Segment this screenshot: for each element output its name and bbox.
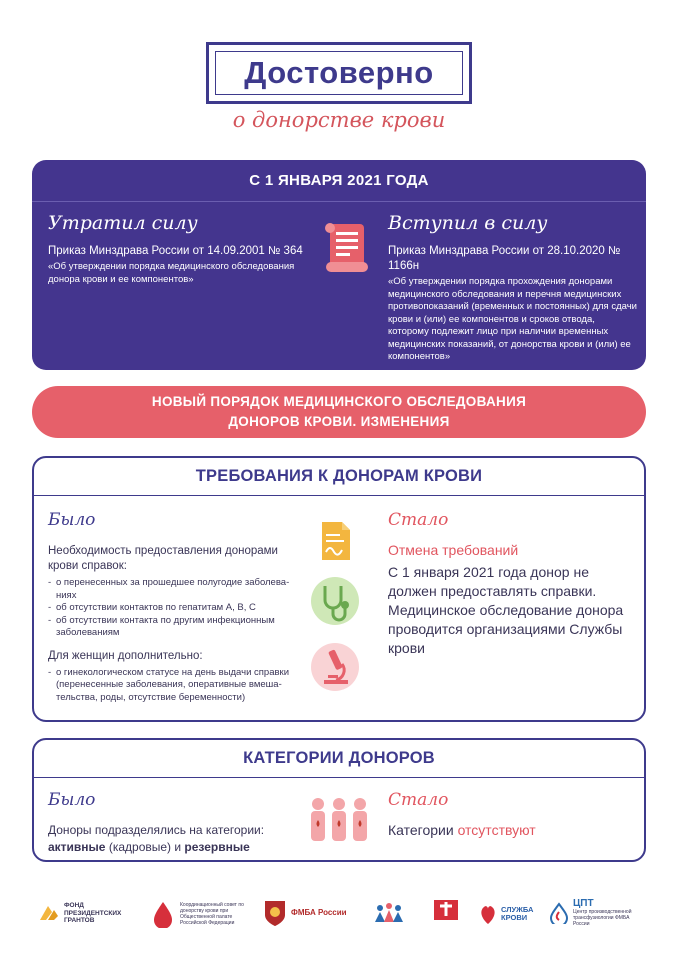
- women-list: [48, 667, 308, 705]
- cpt-text-block: [573, 898, 639, 927]
- document-certificate-icon: [310, 516, 360, 566]
- requirements-cancel: Отмена требований: [388, 542, 519, 558]
- list-item: - об отсутствии контакта по другим инфекционным заболеваниям: [48, 615, 308, 640]
- categories-was-column: [48, 790, 328, 856]
- categories-heading: КАТЕГОРИИ ДОНОРОВ: [34, 740, 644, 778]
- categories-now-title: Стало: [388, 790, 449, 810]
- banner-line-1: НОВЫЙ ПОРЯДОК МЕДИЦИНСКОГО ОБСЛЕДОВАНИЯ: [151, 394, 527, 409]
- logo-text: ФМБА России: [291, 908, 347, 918]
- effective-title: Вступил в силу: [388, 212, 548, 234]
- donors-people-icon: [306, 796, 372, 846]
- requirements-now-title: Стало: [388, 510, 449, 530]
- logo-text: СЛУЖБА КРОВИ: [501, 905, 534, 922]
- blood-center-icon: [432, 898, 460, 928]
- requirements-was-column: [48, 510, 308, 704]
- requirements-was-main: Необходимость предоставления донорами крови справок:: [48, 545, 278, 572]
- category-reserve: резервные: [184, 840, 250, 854]
- categories-absent: отсутствуют: [457, 822, 536, 838]
- header-title-frame: [206, 42, 472, 104]
- revoked-order: Приказ Минздрава России от 14.09.2001 № 364: [48, 245, 303, 257]
- page-title: Достоверно: [244, 55, 434, 90]
- categories-now-column: [388, 790, 638, 838]
- requirements-now-text: С 1 января 2021 года донор не должен предоставлять справки. Медицинское обследование донора проводится организациями Службы крови: [388, 564, 624, 656]
- blood-drop-icon: [150, 900, 176, 928]
- logo-national-foundation: [372, 900, 406, 926]
- scroll-document-icon: [316, 218, 380, 282]
- logo-fmba: [262, 898, 347, 928]
- categories-was-line: Доноры подразделялись на категории:: [48, 823, 265, 837]
- revoked-title: Утратил силу: [48, 212, 198, 234]
- categories-panel: [32, 738, 646, 862]
- women-title: Для женщин дополнительно:: [48, 649, 203, 662]
- revoked-column: [48, 212, 310, 286]
- list-item: - об отсутствии контактов по гепатитам А, В, С: [48, 602, 308, 615]
- requirements-was-list: [48, 577, 308, 640]
- requirements-now-column: [388, 510, 638, 658]
- fmba-emblem-icon: [262, 898, 288, 928]
- effective-description: «Об утверждении порядка прохождения донорами медицинского обследования и перечня медицинских противопоказаний (временных и постоянных) для сдачи крови и (или) ее компонентов и сроков отвода, которому подлежит лицо при наличии временных медицинских показаний, от донорства крови и (или) ее компонентов»: [388, 276, 637, 362]
- effective-order: Приказ Минздрава России от 28.10.2020 № 1166н: [388, 245, 621, 272]
- logo-cpt: [548, 898, 639, 927]
- revoked-description: «Об утверждении порядка медицинского обследования донора крови и ее компонентов»: [48, 261, 295, 285]
- categories-now-word: Категории: [388, 822, 454, 838]
- category-mid: (кадровые) и: [108, 840, 182, 854]
- page-subtitle: о донорстве крови: [232, 108, 446, 132]
- category-active: активные: [48, 840, 106, 854]
- categories-was-text: [48, 822, 328, 856]
- logo-presidential-grants: [38, 902, 130, 925]
- logo-blood-center: [432, 898, 460, 928]
- stethoscope-icon: [310, 576, 360, 626]
- logo-text: Координационный совет по донорству крови при Общественной палате Российской Федерации: [180, 902, 244, 926]
- date-block-heading: С 1 ЯНВАРЯ 2021 ГОДА: [32, 160, 646, 202]
- categories-was-title: Было: [48, 790, 96, 810]
- categories-now-text: [388, 822, 638, 838]
- people-group-icon: [372, 900, 406, 926]
- effective-column: [388, 212, 638, 364]
- presidential-grants-icon: [38, 902, 60, 924]
- partner-logos: [0, 894, 678, 944]
- banner-line-2: ДОНОРОВ КРОВИ. ИЗМЕНЕНИЯ: [228, 414, 450, 429]
- cpt-title: ЦПТ: [573, 898, 594, 909]
- list-item: - о перенесенных за прошедшее полугодие заболева-ниях: [48, 577, 308, 602]
- requirements-was-title: Было: [48, 510, 96, 530]
- cpt-subtitle: Центр производственной трансфузиологии ФМБА России: [573, 909, 632, 927]
- logo-blood-service: [478, 902, 539, 926]
- cpt-drop-icon: [548, 902, 570, 924]
- requirements-heading: ТРЕБОВАНИЯ К ДОНОРАМ КРОВИ: [34, 458, 644, 496]
- logo-text: ФОНД ПРЕЗИДЕНТСКИХ ГРАНТОВ: [64, 902, 122, 924]
- date-block: [32, 160, 646, 370]
- microscope-icon: [310, 642, 360, 692]
- heart-drop-icon: [478, 902, 498, 926]
- logo-coordination-council: [150, 900, 246, 928]
- changes-banner: [32, 386, 646, 438]
- requirements-panel: [32, 456, 646, 722]
- list-item: - о гинекологическом статусе на день выдачи справки (перенесенные заболевания, оперативные вмеша-тельства, роды, отсутствие беременности): [48, 667, 308, 705]
